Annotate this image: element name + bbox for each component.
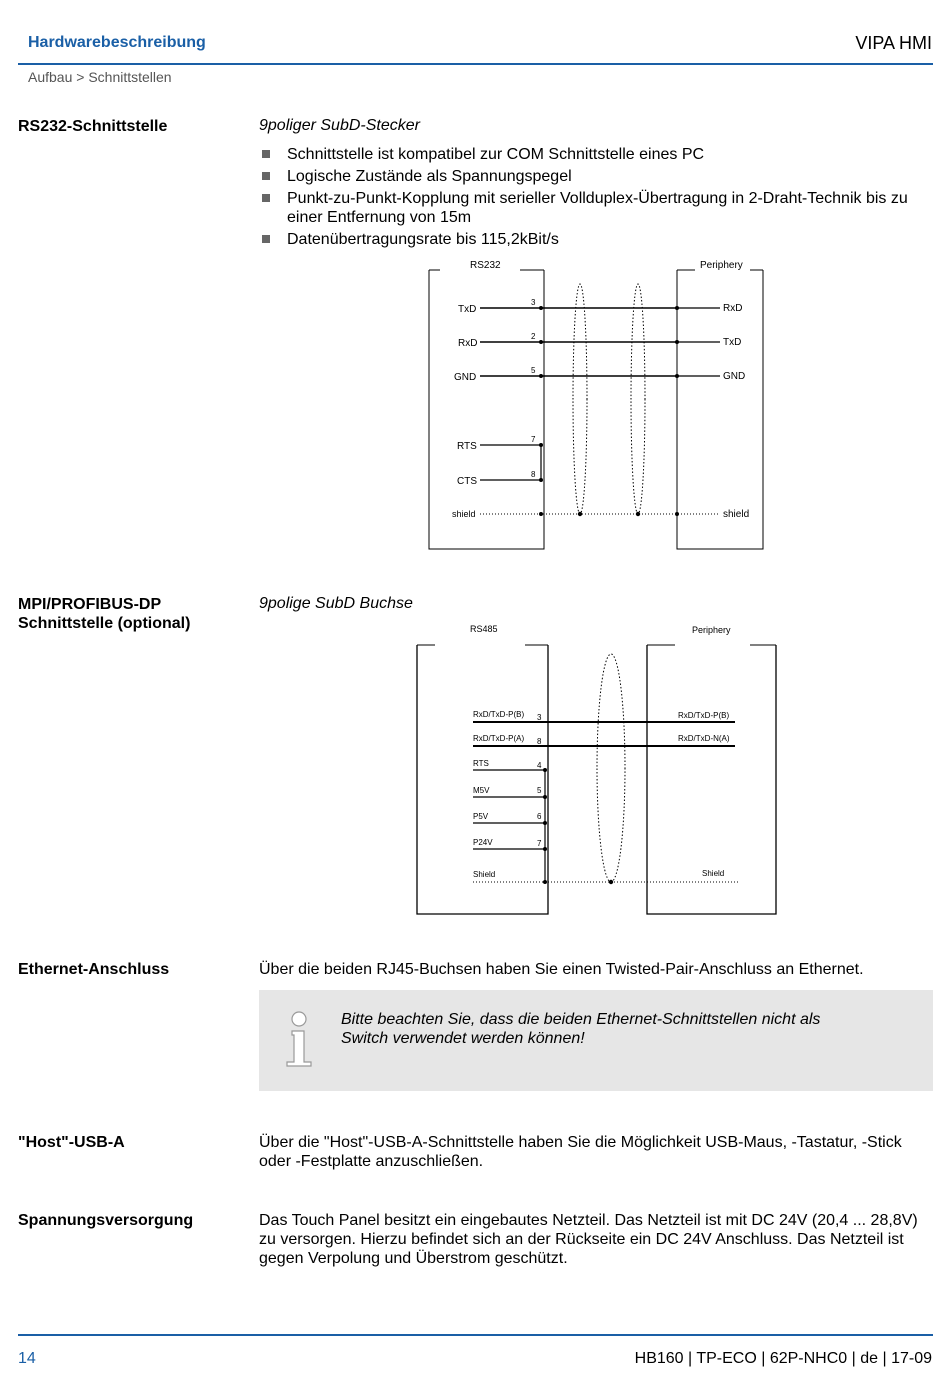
rs232-pin-label: GND (454, 372, 477, 383)
rs232-feature-list (259, 145, 931, 252)
rs232-periphery-label: TxD (723, 337, 742, 348)
document-id: HB160 | TP-ECO | 62P-NHC0 | de | 17-09 (634, 1350, 932, 1367)
cable-shield-ellipse (597, 654, 625, 882)
rs232-left-connector-box (429, 270, 544, 549)
bullet-square-icon (262, 150, 270, 158)
info-note-text: Bitte beachten Sie, dass die beiden Ethernet-Schnittstellen nicht als Switch verwendet werden können! (341, 1011, 821, 1047)
ethernet-text: Über die beiden RJ45-Buchsen haben Sie einen Twisted-Pair-Anschluss an Ethernet. (259, 961, 864, 978)
rs232-periphery-label: GND (723, 371, 746, 382)
mpi-wiring-diagram (405, 620, 785, 920)
cable-shield-ellipse (631, 284, 645, 514)
footer-divider (18, 1334, 933, 1336)
mpi-pin-label: M5V (473, 786, 490, 795)
rs232-pin-label: TxD (458, 304, 477, 315)
mpi-pin-label: P5V (473, 812, 489, 821)
power-text: Das Touch Panel besitzt ein eingebautes Netzteil. Das Netzteil ist mit DC 24V (20,4 ... 28,8V) zu versorgen. Hierzu befindet sich an der Rückseite ein DC 24V Anschluss. Das Netzteil ist gegen Verpolung und Überstrom geschützt. (259, 1212, 918, 1267)
mpi-pin-number: 6 (537, 812, 542, 821)
header-product-name: VIPA HMI (855, 33, 932, 53)
rs232-pin-number: 7 (531, 435, 536, 444)
mpi-pin-label: RxD/TxD-P(B) (473, 710, 525, 719)
mpi-periphery-label: RxD/TxD-N(A) (678, 734, 730, 743)
header-divider (18, 63, 933, 65)
rs232-pin-label: CTS (457, 476, 477, 487)
usb-text: Über die "Host"-USB-A-Schnittstelle haben Sie die Möglichkeit USB-Maus, -Tastatur, -Stick oder -Festplatte anzuschließen. (259, 1134, 902, 1170)
mpi-pin-number: 5 (537, 786, 542, 795)
mpi-pin-label: RTS (473, 759, 489, 768)
rs232-title: RS232-Schnittstelle (18, 118, 168, 135)
list-item: Schnittstelle ist kompatibel zur COM Schnittstelle eines PC (259, 145, 931, 164)
rs232-pin-label: shield (452, 509, 476, 519)
list-item: Logische Zustände als Spannungspegel (259, 167, 931, 186)
rs232-periphery-label: shield (723, 509, 750, 520)
cable-shield-ellipse (573, 284, 587, 514)
mpi-periphery-label: RxD/TxD-P(B) (678, 711, 730, 720)
list-item: Datenübertragungsrate bis 115,2kBit/s (259, 230, 931, 249)
mpi-title: MPI/PROFIBUS-DP Schnittstelle (optional) (18, 596, 191, 632)
mpi-periphery-label: Shield (702, 869, 725, 878)
mpi-pin-label: Shield (473, 870, 496, 879)
info-icon (282, 1010, 318, 1070)
bullet-square-icon (262, 172, 270, 180)
rs232-wiring-diagram (420, 255, 780, 555)
rs232-right-title: Periphery (700, 260, 743, 271)
rs232-pin-label: RxD (458, 338, 478, 349)
rs232-pin-number: 2 (531, 332, 536, 341)
rs232-pin-number: 8 (531, 470, 536, 479)
rs232-right-connector-box (677, 270, 763, 549)
header-section-title: Hardwarebeschreibung (28, 34, 206, 51)
mpi-pin-number: 3 (537, 713, 542, 722)
mpi-left-title: RS485 (470, 624, 498, 634)
rs232-pin-number: 3 (531, 298, 536, 307)
mpi-subtitle: 9polige SubD Buchse (259, 595, 413, 612)
power-title: Spannungsversorgung (18, 1212, 194, 1229)
mpi-right-title: Periphery (692, 625, 731, 635)
breadcrumb: Aufbau > Schnittstellen (28, 69, 172, 85)
rs232-pin-label: RTS (457, 441, 477, 452)
mpi-pin-number: 8 (537, 737, 542, 746)
rs232-pin-number: 5 (531, 366, 536, 375)
rs232-subtitle: 9poliger SubD-Stecker (259, 117, 420, 134)
mpi-pin-number: 7 (537, 839, 542, 848)
mpi-pin-number: 4 (537, 761, 542, 770)
list-item: Punkt-zu-Punkt-Kopplung mit serieller Vollduplex-Übertragung in 2-Draht-Technik bis zu einer Entfernung von 15m (259, 189, 931, 227)
bullet-square-icon (262, 194, 270, 202)
rs232-periphery-label: RxD (723, 303, 743, 314)
usb-title: "Host"-USB-A (18, 1134, 125, 1151)
rs232-left-title: RS232 (470, 260, 501, 271)
mpi-pin-label: RxD/TxD-P(A) (473, 734, 525, 743)
bullet-square-icon (262, 235, 270, 243)
ethernet-title: Ethernet-Anschluss (18, 961, 170, 978)
page-number: 14 (18, 1350, 36, 1367)
mpi-pin-label: P24V (473, 838, 493, 847)
